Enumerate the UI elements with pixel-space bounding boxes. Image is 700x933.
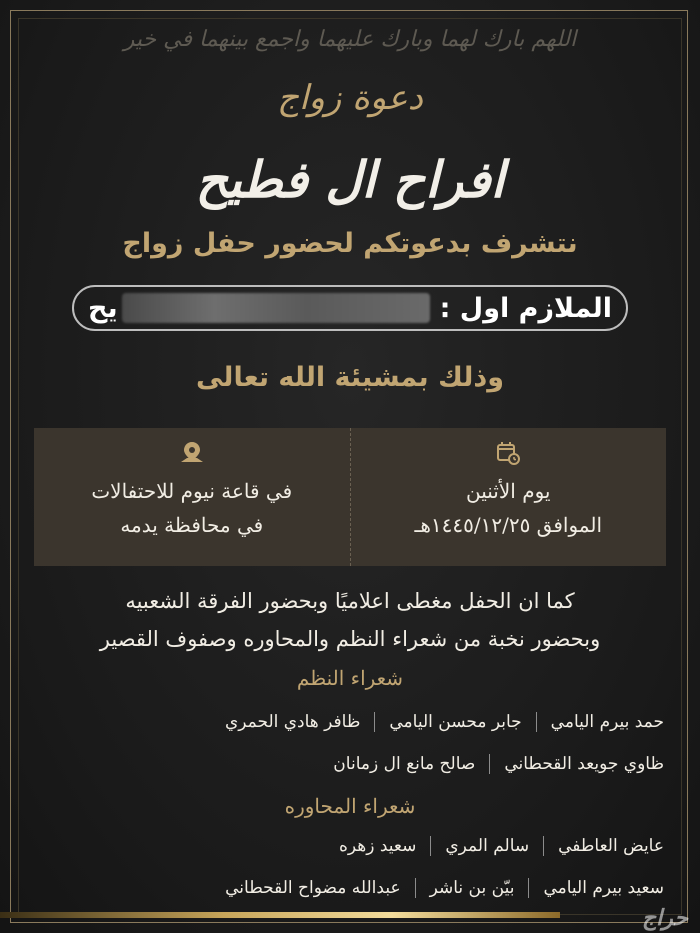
groom-rank-label: الملازم اول : [439, 292, 612, 324]
event-day: يوم الأثنين [466, 479, 551, 503]
poet-name: سعيد زهره [325, 836, 431, 856]
nazm-poets-title: شعراء النظم [296, 666, 404, 690]
gold-divider [0, 912, 560, 918]
redacted-name [122, 293, 430, 323]
invite-line: نتشرف بدعوتكم لحضور حفل زواج [122, 228, 578, 259]
blessing-line: وذلك بمشيئة الله تعالى [195, 362, 504, 393]
site-watermark: حراج [641, 906, 688, 931]
map-pin-icon [179, 440, 205, 466]
poet-name: صالح مانع ال زمانان [319, 754, 490, 774]
poet-name: عبدالله مضواح القحطاني [211, 878, 415, 898]
muhawara-poets-title: شعراء المحاوره [284, 794, 416, 818]
poet-name: عايض العاطفي [558, 836, 664, 856]
poet-name: ظاوي جويعد القحطاني [504, 754, 664, 774]
venue-city: في محافظة يدمه [120, 513, 264, 537]
details-panel [34, 428, 666, 566]
invitation-title: دعوة زواج [277, 78, 423, 118]
coverage-line-1: كما ان الحفل مغطى اعلاميًا وبحضور الفرقة الشعبيه [125, 589, 575, 613]
nazm-row-2 [22, 754, 678, 774]
poet-name: بيّن بن ناشر [416, 878, 530, 898]
family-name: افراح ال فطيح [195, 150, 505, 209]
poet-name: ظافر هادي الحمري [211, 712, 375, 732]
poet-name: سعيد بيرم اليامي [543, 878, 664, 898]
muhawara-row-2 [22, 878, 678, 898]
venue-hall: في قاعة نيوم للاحتفالات [91, 479, 293, 503]
poet-name: جابر محسن اليامي [375, 712, 536, 732]
calendar-icon [495, 440, 521, 466]
muhawara-row-1 [22, 836, 678, 856]
svg-text:اللهم بارك لهما وبارك عليهما و: اللهم بارك لهما وبارك عليهما واجمع بينهما في خير [123, 27, 577, 52]
calligraphy-header [123, 14, 577, 58]
groom-name-pill [72, 285, 628, 331]
poet-name: سالم المري [431, 836, 544, 856]
venue-column [34, 428, 351, 566]
coverage-line-2: وبحضور نخبة من شعراء النظم والمحاوره وصفوف القصير [99, 627, 601, 651]
nazm-row-1 [22, 712, 678, 732]
date-column [351, 428, 667, 566]
poet-name: حمد بيرم اليامي [550, 712, 664, 732]
groom-name-tail: يح [88, 292, 118, 324]
coverage-text [0, 582, 700, 658]
event-date: الموافق ١٤٤٥/١٢/٢٥هـ [414, 513, 603, 537]
